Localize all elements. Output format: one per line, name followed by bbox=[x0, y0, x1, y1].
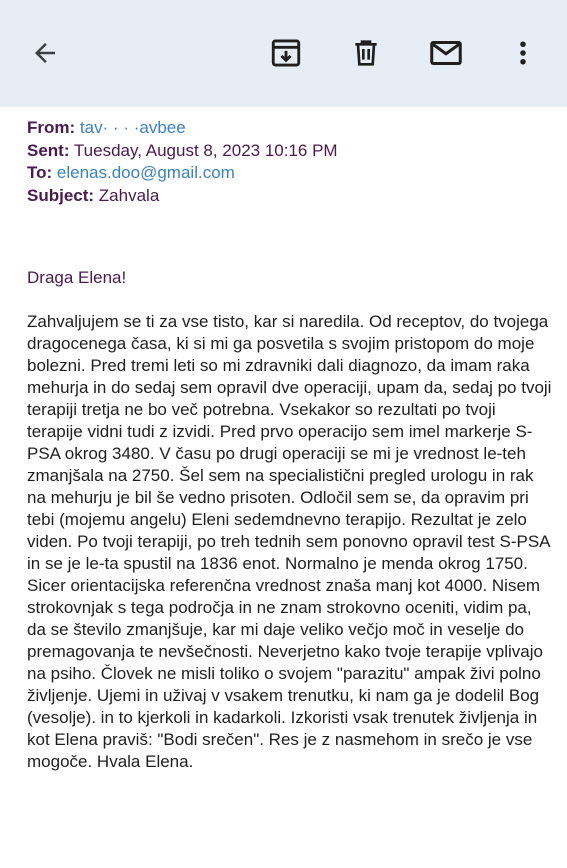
greeting: Draga Elena! bbox=[27, 268, 127, 287]
delete-button[interactable] bbox=[343, 30, 389, 76]
sent-line bbox=[27, 140, 552, 163]
subject-line bbox=[27, 185, 552, 208]
archive-button[interactable] bbox=[263, 30, 309, 76]
message-body: Zahvaljujem se ti za vse tisto, kar si naredila. Od receptov, do tvojega dragocenega časa, ki si mi ga posvetila s svojim pristopom do moje bolezni. Pred tremi leti so mi zdravniki dali diagnozo, da imam raka mehurja in do sedaj sem opravil dve operaciji, upam da, sedaj po tvoji terapiji tretja ne bo več potrebna. Vsekakor so rezultati po tvoji terapije vidni tudi z izvidi. Pred prvo operacijo sem imel markerje S-PSA okrog 3480. V času po drugi operaciji se mi je vrednost le-teh zmanjšala na 2750. Šel sem na specialistični pregled urologu in rak na mehurju je bil še vedno prisoten. Odločil sem se, da opravim pri tebi (mojemu angelu) Eleni sedemdnevno terapijo. Rezultat je zelo viden. Po tvoji terapiji, po treh tednih sem ponovno opravil test S-PSA in se je le-ta spustil na 1836 enot. Normalno je menda okrog 1750. Sicer orientacijska referenčna vrednost znaša manj kot 4000. Nisem strokovnjak s tega področja in ne znam strokovno oceniti, vidim pa, da se število zmanjšuje, kar mi daje veliko večjo moč in veselje do premagovanja te nevšečnosti. Neverjetno kako tvoje terapije vplivajo na psiho. Človek ne misli toliko o svojem "parazitu" ampak živi polno življenje. Ujemi in uživaj v vsakem trenutku, ki nam ga je dodelil Bog (vesolje). in to kjerkoli in kadarkoli. Izkoristi vsak trenutek življenja in kot Elena praviš: "Bodi srečen". Res je z nasmehom in srečo je vse mogoče. Hvala Elena. bbox=[27, 312, 552, 771]
sent-value: Tuesday, August 8, 2023 10:16 PM bbox=[73, 140, 338, 160]
from-value[interactable]: tav· · · ·avbee bbox=[79, 118, 186, 137]
top-app-bar bbox=[0, 0, 567, 107]
sent-label: Sent: bbox=[27, 140, 70, 160]
mark-unread-button[interactable] bbox=[423, 30, 469, 76]
to-value[interactable]: elenas.doo@gmail.com bbox=[56, 163, 235, 182]
mail-icon bbox=[428, 35, 464, 71]
subject-label: Subject: bbox=[27, 185, 95, 205]
more-options-button[interactable] bbox=[500, 30, 546, 76]
archive-icon bbox=[269, 36, 303, 70]
more-vert-icon bbox=[508, 38, 538, 68]
subject-value: Zahvala bbox=[98, 185, 160, 205]
to-line bbox=[27, 162, 552, 185]
to-label: To: bbox=[27, 163, 53, 182]
trash-icon bbox=[350, 37, 382, 69]
email-content bbox=[27, 117, 552, 773]
arrow-left-icon bbox=[30, 38, 60, 68]
back-button[interactable] bbox=[22, 30, 68, 76]
from-label: From: bbox=[27, 118, 76, 137]
from-line bbox=[27, 117, 552, 140]
